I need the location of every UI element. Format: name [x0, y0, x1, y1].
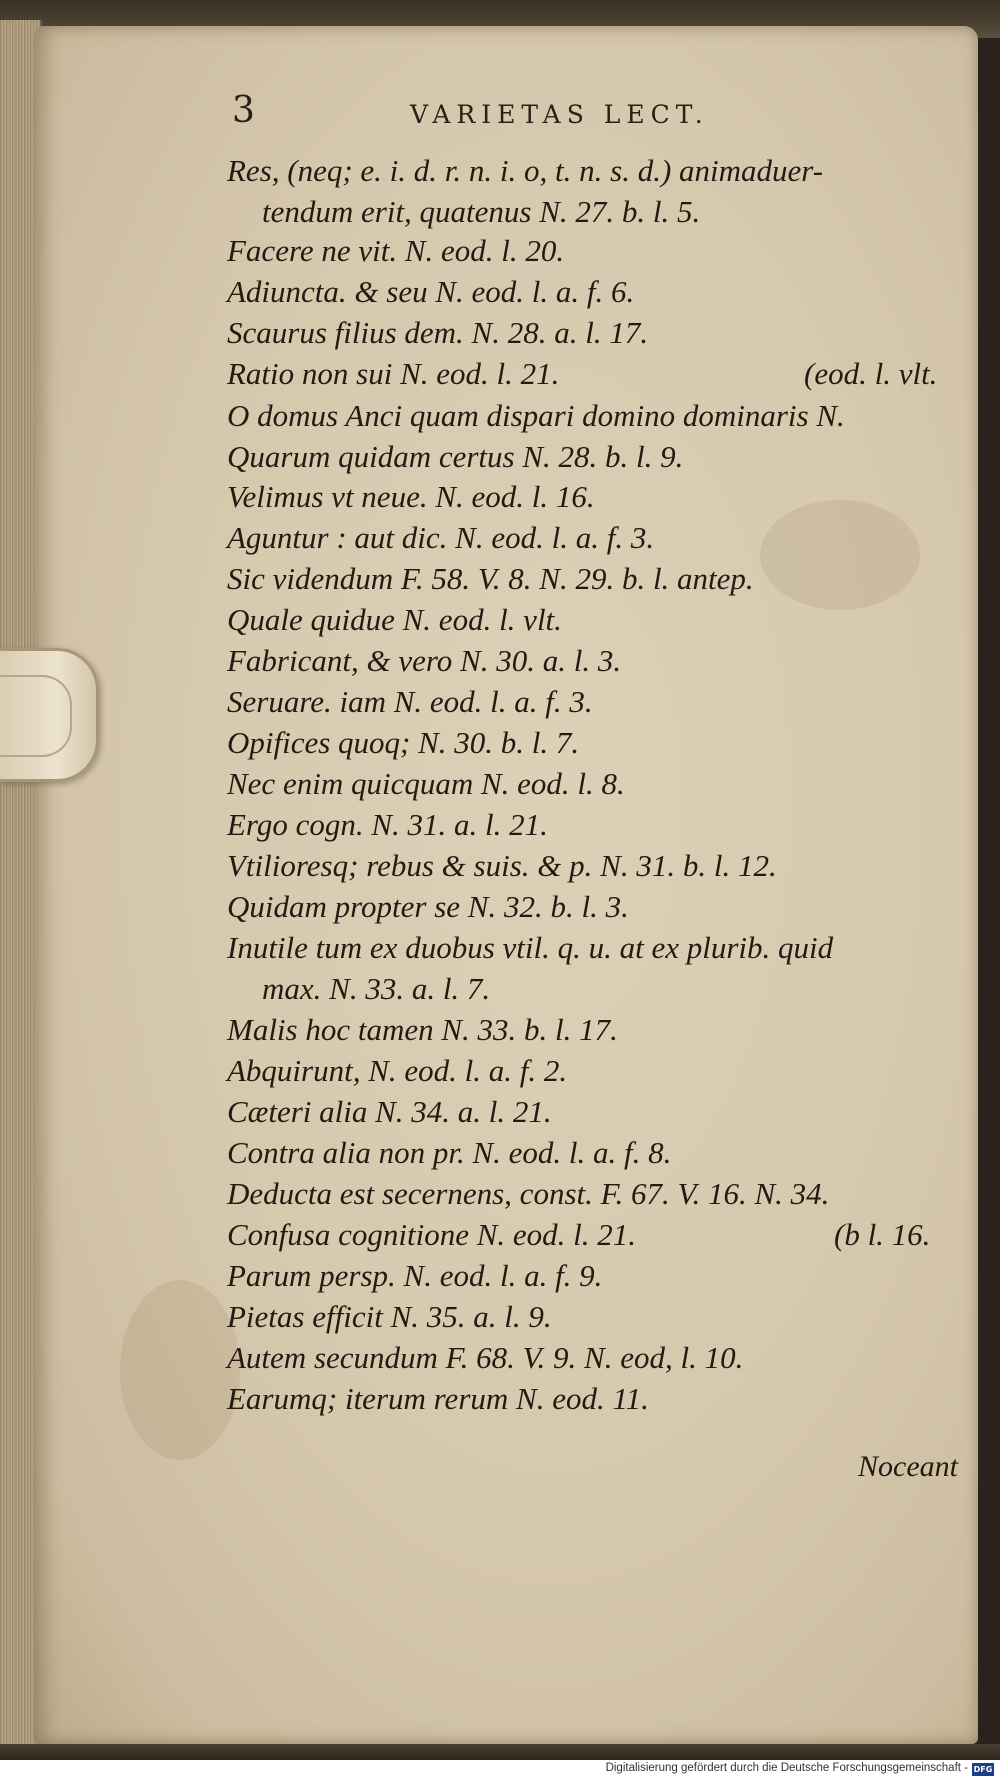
- text-line: max. N. 33. a. l. 7.: [262, 971, 491, 1006]
- book-board-bottom: [0, 1744, 1000, 1760]
- text-line: Scaurus filius dem. N. 28. a. l. 17.: [227, 315, 649, 350]
- text-line: Sic videndum F. 58. V. 8. N. 29. b. l. antep.: [227, 561, 754, 596]
- text-line: Quale quidue N. eod. l. vlt.: [227, 602, 562, 637]
- text-line: Deducta est secernens, const. F. 67. V. 16. N. 34.: [227, 1176, 830, 1211]
- text-line: Aguntur : aut dic. N. eod. l. a. f. 3.: [227, 520, 655, 555]
- running-title: VARIETAS LECT.: [410, 100, 709, 129]
- text-line: Pietas efficit N. 35. a. l. 9.: [227, 1299, 552, 1334]
- funding-credit: Digitalisierung gefördert durch die Deutsche Forschungsgemeinschaft -: [605, 1762, 968, 1774]
- text-line: Malis hoc tamen N. 33. b. l. 17.: [227, 1012, 618, 1047]
- text-line: Facere ne vit. N. eod. l. 20.: [227, 233, 565, 268]
- text-line: Cæteri alia N. 34. a. l. 21.: [227, 1094, 552, 1129]
- text-line: Ratio non sui N. eod. l. 21.: [227, 356, 560, 391]
- text-line: Quidam propter se N. 32. b. l. 3.: [227, 889, 629, 924]
- text-line: tendum erit, quatenus N. 27. b. l. 5.: [262, 194, 701, 229]
- text-line: Quarum quidam certus N. 28. b. l. 9.: [227, 439, 684, 474]
- text-line: Opifices quoq; N. 30. b. l. 7.: [227, 725, 580, 760]
- text-line: Earumq; iterum rerum N. eod. 11.: [227, 1381, 649, 1416]
- text-line: O domus Anci quam dispari domino dominaris N.: [227, 398, 845, 433]
- dfg-logo: DFG: [973, 1765, 993, 1774]
- text-line: Vtilioresq; rebus & suis. & p. N. 31. b. l. 12.: [227, 848, 777, 883]
- text-line: Nec enim quicquam N. eod. l. 8.: [227, 766, 625, 801]
- text-line: Inutile tum ex duobus vtil. q. u. at ex plurib. quid: [227, 930, 834, 965]
- text-line: Seruare. iam N. eod. l. a. f. 3.: [227, 684, 593, 719]
- page-number: 3: [232, 90, 255, 131]
- margin-note: (b l. 16.: [834, 1217, 931, 1252]
- text-line: Parum persp. N. eod. l. a. f. 9.: [227, 1258, 603, 1293]
- text-line: Abquirunt, N. eod. l. a. f. 2.: [227, 1053, 568, 1088]
- text-line: Velimus vt neue. N. eod. l. 16.: [227, 479, 595, 514]
- text-line: Confusa cognitione N. eod. l. 21.: [227, 1217, 637, 1252]
- text-line: Adiuncta. & seu N. eod. l. a. f. 6.: [227, 274, 635, 309]
- text-line: Contra alia non pr. N. eod. l. a. f. 8.: [227, 1135, 672, 1170]
- text-line: Autem secundum F. 68. V. 9. N. eod, l. 10.: [227, 1340, 744, 1375]
- text-line: Fabricant, & vero N. 30. a. l. 3.: [227, 643, 622, 678]
- margin-note: (eod. l. vlt.: [804, 356, 938, 391]
- text-line: Res, (neq; e. i. d. r. n. i. o, t. n. s. d.) animaduer-: [227, 153, 824, 188]
- text-line: Ergo cogn. N. 31. a. l. 21.: [227, 807, 548, 842]
- catchword: Noceant: [858, 1450, 958, 1483]
